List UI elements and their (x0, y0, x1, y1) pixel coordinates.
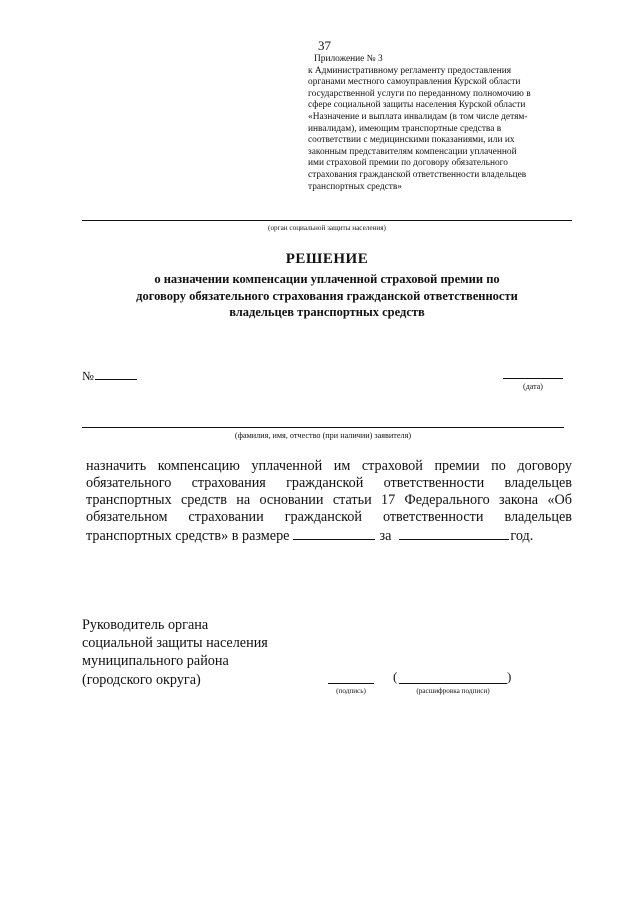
signer-line: муниципального района (82, 653, 229, 670)
body-last-line-end: год. (510, 528, 534, 544)
number-label: № (82, 369, 94, 383)
appendix-line: транспортных средств» (308, 181, 402, 192)
period-blank (399, 526, 509, 540)
appendix-text (308, 66, 573, 194)
number-blank (95, 368, 137, 380)
body-last-line-mid: за (379, 528, 392, 544)
appendix-line: страхования гражданской ответственности владельцев (308, 169, 527, 180)
body-last-line-start: транспортных средств» в размере (86, 528, 290, 544)
applicant-caption: (фамилия, имя, отчество (при наличии) заявителя) (234, 431, 412, 440)
document-title: РЕШЕНИЕ (285, 251, 369, 267)
appendix-line: к Административному регламенту предоставления (308, 65, 512, 76)
appendix-line: государственной услуги по переданному полномочию в (308, 88, 531, 99)
appendix-line: инвалидам), имеющим транспортные средства в (308, 123, 502, 134)
appendix-line: «Назначение и выплата инвалидам (в том числе детям- (308, 111, 528, 122)
date-line (503, 378, 563, 379)
body-last-line (86, 526, 572, 543)
org-caption: (орган социальной защиты населения) (268, 224, 386, 232)
body-line: транспортных средств на основании статьи 17 Федерального закона «Об (86, 492, 572, 508)
appendix-line: законным представителям компенсации уплаченной (308, 146, 517, 157)
decode-open-paren: ( (393, 669, 398, 684)
subtitle-line: договору обязательного страхования гражданской ответственности (136, 288, 518, 303)
date-caption: (дата) (523, 382, 543, 391)
org-name-line (82, 220, 572, 221)
decision-body (86, 458, 572, 543)
signer-line: (городского округа) (82, 671, 201, 688)
appendix-line: ими страховой премии по договору обязательного (308, 158, 508, 169)
signer-block (82, 616, 268, 689)
decode-close-paren: ) (507, 669, 512, 684)
title-block (82, 250, 572, 321)
signature-line (328, 683, 374, 684)
applicant-name-line (82, 427, 564, 428)
decode-caption: (расшифровка подписи) (416, 687, 490, 695)
signer-line: Руководитель органа (82, 617, 209, 633)
amount-blank (293, 526, 375, 540)
signature-decode-line (399, 683, 507, 684)
body-line: обязательного страхования гражданской ответственности владельцев (86, 475, 572, 491)
subtitle-line: о назначении компенсации уплаченной страховой премии по (154, 272, 500, 286)
appendix-block (308, 54, 573, 193)
page-number: 37 (318, 38, 331, 53)
appendix-line: органами местного самоуправления Курской области (308, 77, 521, 88)
signature-caption: (подпись) (336, 687, 366, 695)
number-field (82, 368, 137, 384)
body-line: обязательном страховании гражданской ответственности владельцев (86, 509, 572, 525)
signer-line: социальной защиты населения (82, 635, 268, 652)
body-line: назначить компенсацию уплаченной им страховой премии по договору (86, 458, 572, 474)
appendix-line: сфере социальной защиты населения Курской области (308, 100, 526, 111)
appendix-title: Приложение № 3 (314, 54, 383, 64)
subtitle-line: владельцев транспортных средств (229, 305, 425, 319)
appendix-line: соответствии с медицинскими показаниями, или их (308, 135, 515, 146)
